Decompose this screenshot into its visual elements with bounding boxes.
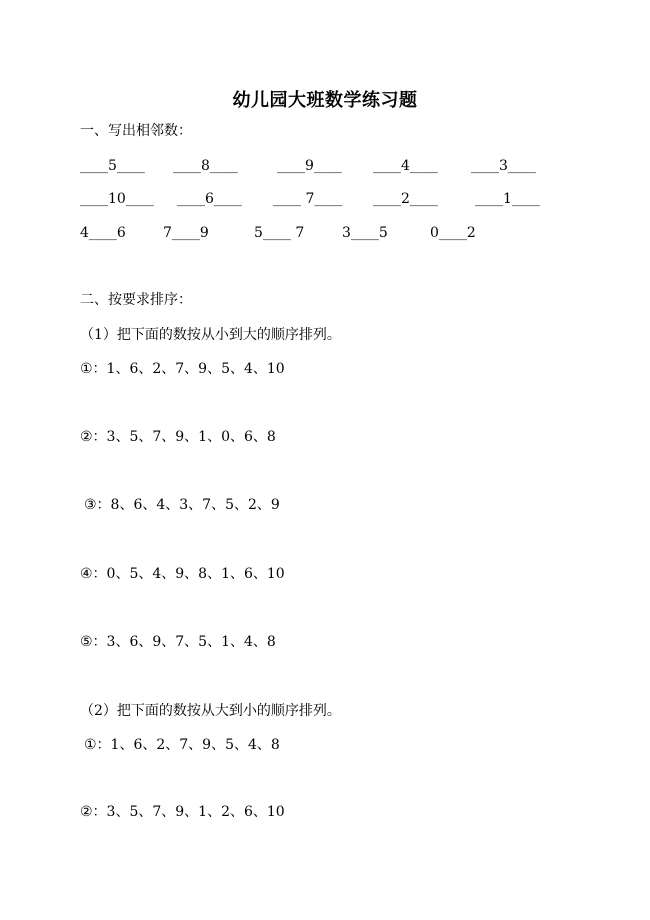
neighbor-cell-r1-c3: ____9____ <box>277 158 342 174</box>
part1-item-5: ⑤：3、6、9、7、5、1、4、8 <box>80 634 276 650</box>
neighbor-cell-r3-c5: 0____2 <box>430 225 476 241</box>
neighbor-cell-r3-c3: 5____ 7 <box>254 225 305 241</box>
neighbor-cell-r2-c2: ____6____ <box>177 191 242 207</box>
neighbor-cell-r3-c1: 4____6 <box>80 225 126 241</box>
neighbor-cell-r1-c5: ____3____ <box>471 158 536 174</box>
neighbor-cell-r2-c4: ____2____ <box>373 191 438 207</box>
neighbor-cell-r3-c2: 7____9 <box>163 225 209 241</box>
part2-item-1: ①：1、6、2、7、9、5、4、8 <box>84 737 280 753</box>
neighbor-cell-r1-c2: ____8____ <box>173 158 238 174</box>
neighbor-cell-r1-c1: ____5____ <box>80 158 145 174</box>
section2-heading: 二、按要求排序： <box>80 292 192 308</box>
part1-item-1: ①：1、6、2、7、9、5、4、10 <box>80 361 285 377</box>
part2-item-2: ②：3、5、7、9、1、2、6、10 <box>80 804 285 820</box>
part1-item-3: ③：8、6、4、3、7、5、2、9 <box>84 497 280 513</box>
neighbor-cell-r2-c1: ____10____ <box>80 191 154 207</box>
neighbor-cell-r2-c3: ____ 7____ <box>273 191 343 207</box>
part1-item-2: ②：3、5、7、9、1、0、6、8 <box>80 429 276 445</box>
neighbor-cell-r1-c4: ____4____ <box>373 158 438 174</box>
part2-instruction: （2）把下面的数按从大到小的顺序排列。 <box>80 703 341 719</box>
part1-instruction: （1）把下面的数按从小到大的顺序排列。 <box>80 327 341 343</box>
section1-heading: 一、写出相邻数： <box>80 123 192 139</box>
part1-item-4: ④：0、5、4、9、8、1、6、10 <box>80 566 285 582</box>
neighbor-cell-r3-c4: 3____5 <box>342 225 388 241</box>
page-title: 幼儿园大班数学练习题 <box>232 90 418 111</box>
neighbor-cell-r2-c5: ____1____ <box>475 191 540 207</box>
